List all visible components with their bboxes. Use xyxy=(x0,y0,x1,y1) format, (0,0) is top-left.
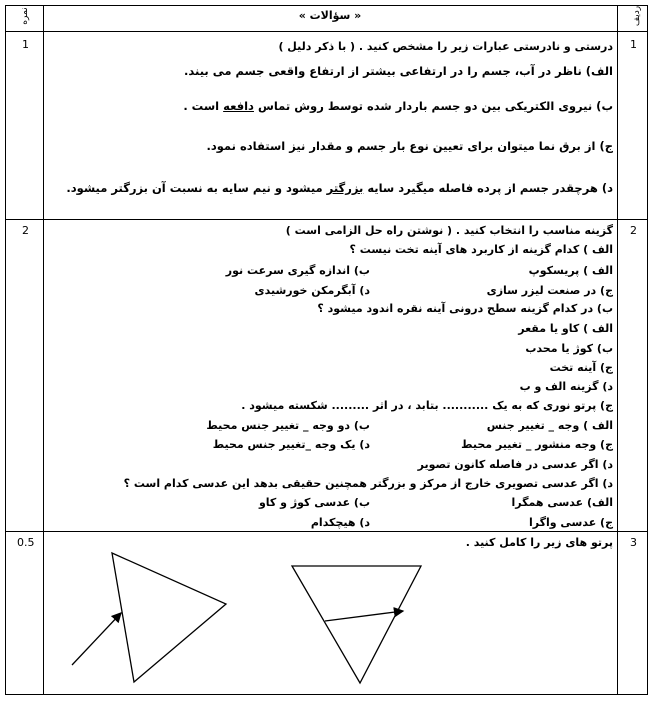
q2-he-option-3: ج) عدسی واگرا xyxy=(528,516,613,529)
q2-part-jim: ج) پرتو نوری که به یک ........... بتابد ، در اثر ......... شکسته میشود . xyxy=(241,399,613,412)
q2-be-option-1: الف ) کاو یا مقعر xyxy=(518,322,613,335)
q2-part-be: ب) در کدام گزینه سطح درونی آینه نقره اندود میشود ؟ xyxy=(317,302,613,315)
q3-row-number: 3 xyxy=(630,536,637,549)
q2-he-option-2: ب) عدسی کوژ و کاو xyxy=(258,496,370,509)
q2-jim-option-2: ب) دو وجه _ تغییر جنس محیط xyxy=(206,419,370,432)
q2-part-alef: الف ) کدام گزینه از کاربرد های آینه تخت نیست ؟ xyxy=(349,243,613,256)
q2-alef-option-1: الف ) پریسکوپ xyxy=(528,264,613,277)
header-score-label: نمره xyxy=(20,7,30,25)
q2-jim-option-3: ج) وجه منشور _ تغییر محیط xyxy=(461,438,613,451)
q2-part-dal: د) اگر عدسی در فاصله کانون تصویر xyxy=(417,458,613,471)
q3-score: 0.5 xyxy=(17,536,35,549)
prism-triangle-right xyxy=(292,566,421,683)
q2-alef-option-4: د) آبگرمکن خورشیدی xyxy=(254,284,370,297)
q2-jim-option-4: د) یک وجه _تغییر جنس محیط xyxy=(212,438,370,451)
q2-score: 2 xyxy=(22,224,29,237)
q2-jim-option-1: الف ) وجه _ تغییر جنس xyxy=(486,419,613,432)
q2-instruction: گزینه مناسب را انتخاب کنید . ( نوشتن راه حل الزامی است ) xyxy=(285,224,613,237)
q2-be-option-2: ب) کوژ یا محدب xyxy=(525,342,613,355)
header-title: « سؤالات » xyxy=(298,9,362,22)
refracted-ray-right xyxy=(325,611,403,621)
q1-statement-be: ب) نیروی الکتریکی بین دو جسم باردار شده توسط روش تماس دافعه است . xyxy=(183,99,613,113)
header-row-label: ردیف xyxy=(632,5,642,27)
q1-statement-dal: د) هرچقدر جسم از پرده فاصله میگیرد سایه بزرگتر میشود و نیم سایه به نسبت آن بزرگتر میشود. xyxy=(66,181,613,195)
incident-ray-left xyxy=(72,613,121,665)
q1-statement-alef: الف) ناظر در آب، جسم را در ارتفاعی بیشتر از ارتفاع واقعی جسم می بیند. xyxy=(183,64,613,78)
q2-be-option-3: ج) آینه تخت xyxy=(549,361,613,374)
q1-instruction: درستی و نادرستی عبارات زیر را مشخص کنید . ( با ذکر دلیل ) xyxy=(278,40,613,53)
q2-alef-option-3: ج) در صنعت لیزر سازی xyxy=(486,284,613,297)
q2-he-option-4: د) هیچکدام xyxy=(310,516,370,529)
q1-statement-jim: ج) از برق نما میتوان برای تعیین نوع بار جسم و مقدار نیز استفاده نمود. xyxy=(206,139,613,153)
q2-row-number: 2 xyxy=(630,224,637,237)
q2-he-option-1: الف) عدسی همگرا xyxy=(511,496,613,509)
prism-triangle-left xyxy=(112,553,226,682)
q2-be-option-4: د) گزینه الف و ب xyxy=(519,380,613,393)
q1-score: 1 xyxy=(22,38,29,51)
q2-part-he: د) اگر عدسی تصویری خارج از مرکز و بزرگتر همچنین حقیقی بدهد این عدسی کدام است ؟ xyxy=(123,477,613,490)
q2-alef-option-2: ب) اندازه گیری سرعت نور xyxy=(225,264,370,277)
q1-row-number: 1 xyxy=(630,38,637,51)
q3-instruction: پرتو های زیر را کامل کنید . xyxy=(465,536,613,549)
